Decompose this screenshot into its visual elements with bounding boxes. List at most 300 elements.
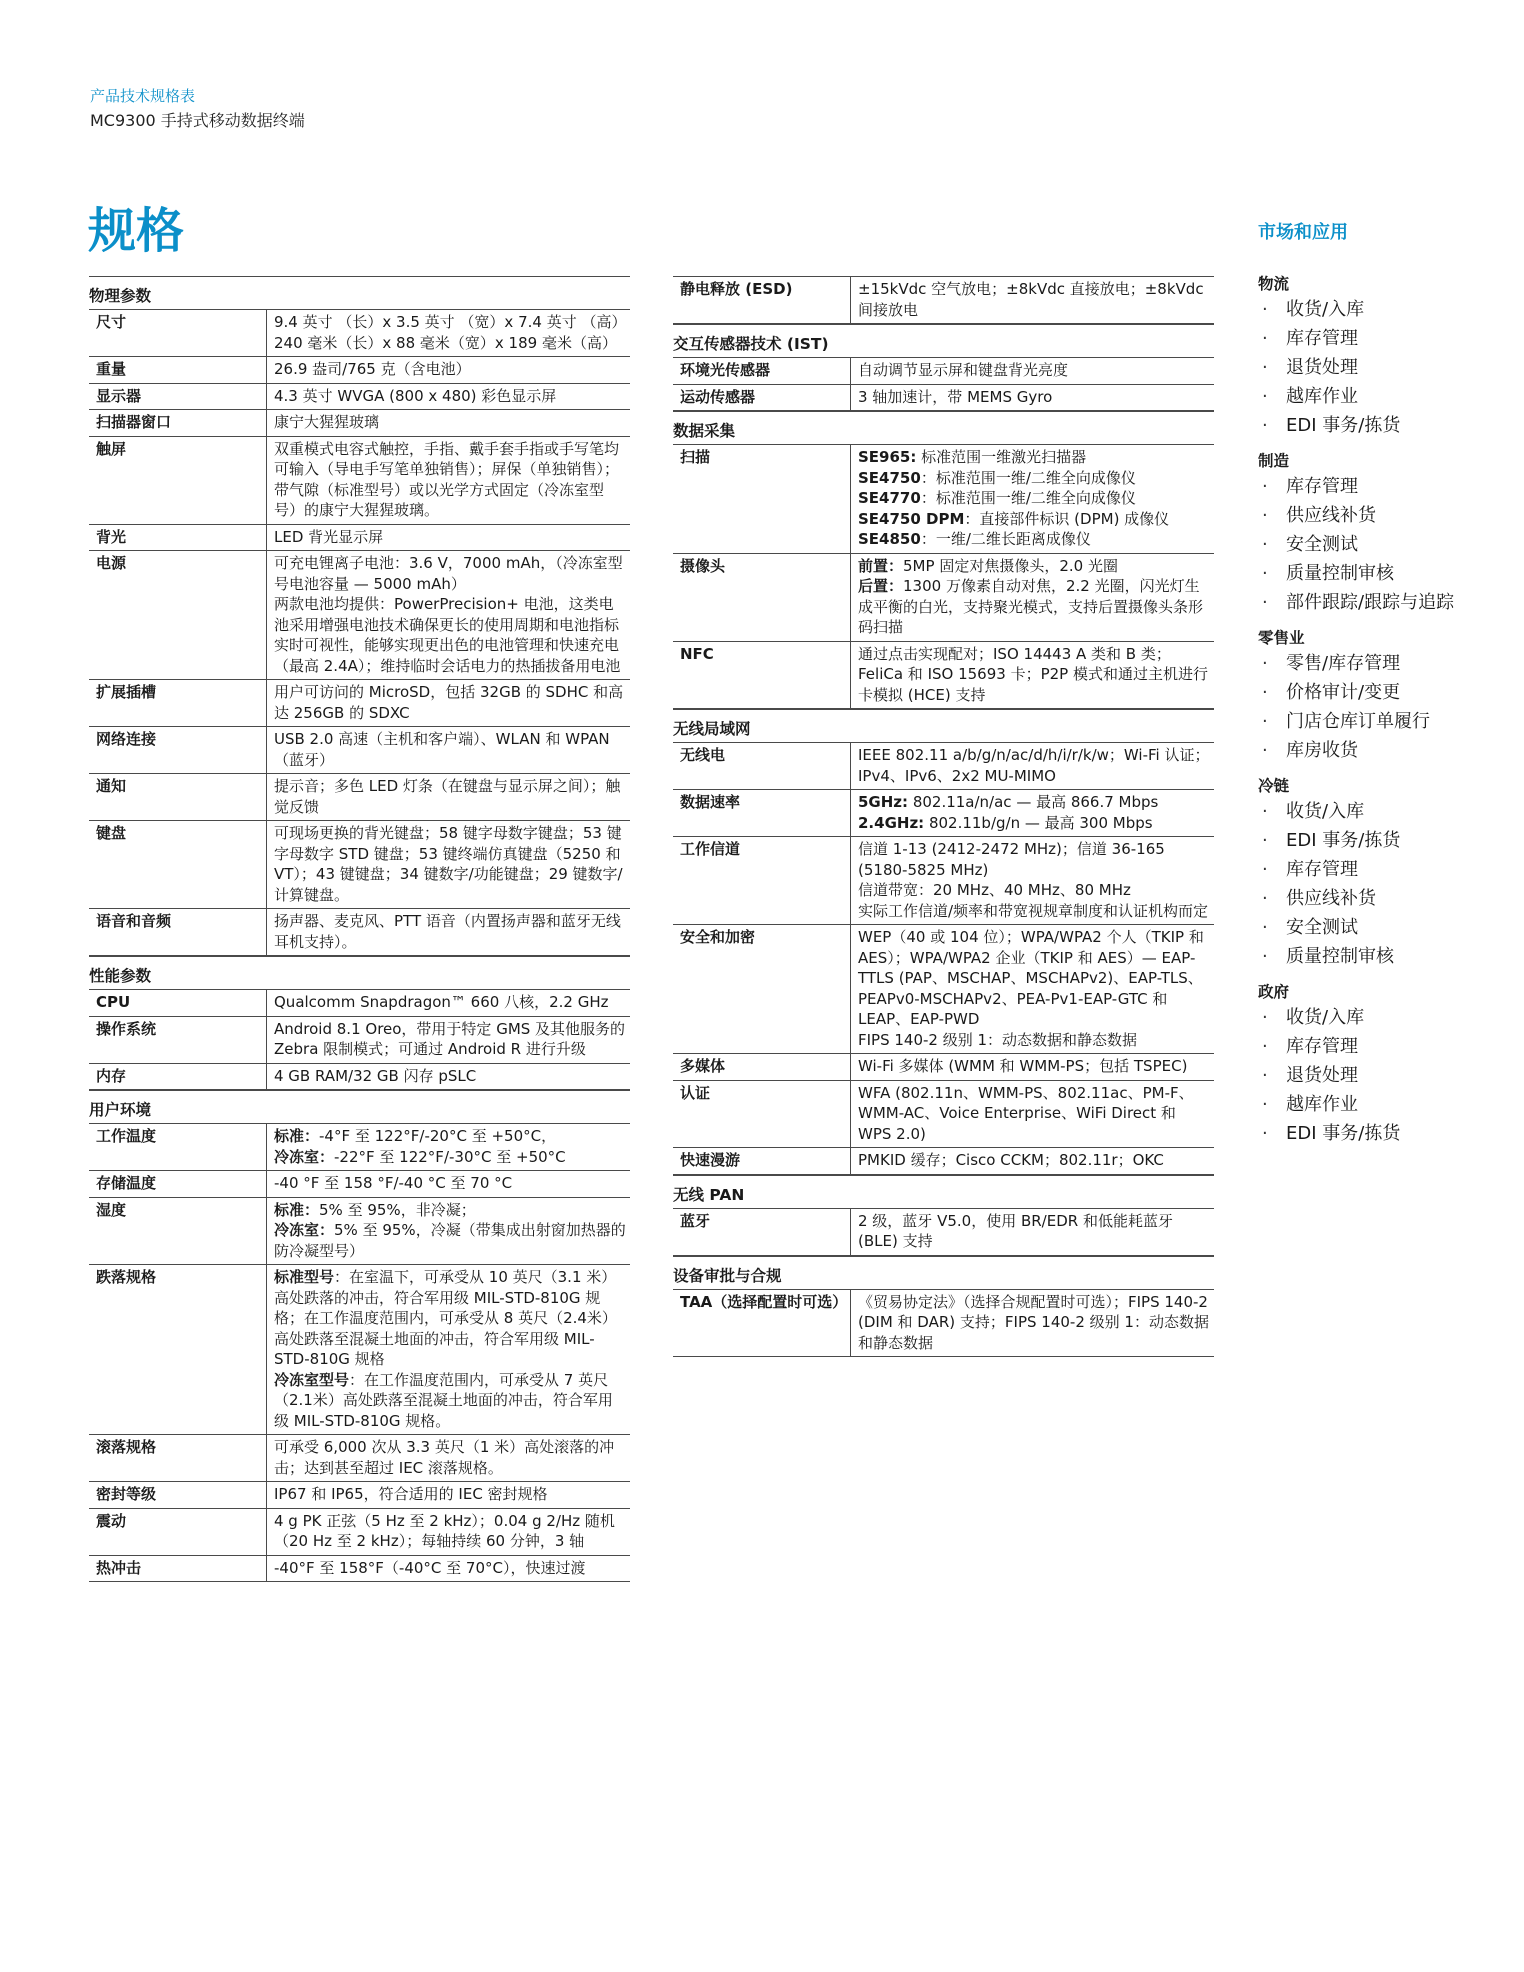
spec-value-text: 两款电池均提供：PowerPrecision+ 电池，这类电池采用增强电池技术确保更长的使用周期和电池指标实时可视性，能够实现更出色的电池管理和快速充电（最高 2.4A）；维持临时会话电力的热插拔备用电池: [274, 595, 621, 675]
spec-table: [89, 310, 630, 956]
spec-value: [267, 310, 631, 357]
spec-value-emphasis: SE965:: [858, 448, 917, 466]
spec-row: [89, 436, 630, 524]
bullet-icon: ·: [1262, 476, 1268, 497]
spec-label: 静电释放 (ESD): [673, 277, 851, 324]
spec-value-text: 9.4 英寸 （长）x 3.5 英寸 （宽）x 7.4 英寸 （高）: [274, 313, 627, 331]
spec-row: [89, 1063, 630, 1090]
spec-value-text: ：标准范围一维/二维全向成像仪: [920, 468, 1136, 487]
spec-label: 电源: [89, 551, 267, 680]
spec-label: 震动: [89, 1508, 267, 1555]
spec-value-emphasis: 后置：: [858, 577, 904, 595]
bullet-icon: ·: [1262, 357, 1268, 378]
spec-value-text: 4 GB RAM/32 GB 闪存 pSLC: [274, 1066, 477, 1085]
market-list-item: [1258, 502, 1458, 531]
spec-value-text: Android 8.1 Oreo，带用于特定 GMS 及其他服务的 Zebra 限制模式；可通过 Android R 进行升级: [274, 1019, 626, 1058]
spec-label: 运动传感器: [673, 384, 851, 411]
spec-value-line: [858, 447, 1210, 468]
spec-value-emphasis: 前置：: [858, 556, 904, 575]
product-name: MC9300 手持式移动数据终端: [90, 111, 305, 130]
spec-label: CPU: [89, 990, 267, 1016]
spec-label: 网络连接: [89, 727, 267, 774]
spec-label: 摄像头: [673, 553, 851, 641]
spec-value: [851, 1290, 1215, 1357]
spec-label: 内存: [89, 1063, 267, 1090]
spec-value-line: [274, 386, 626, 407]
market-item-label: 越库作业: [1286, 1094, 1358, 1115]
spec-value-line: [274, 1147, 626, 1168]
spec-value-emphasis: 冷冻室型号: [274, 1370, 350, 1389]
spec-row: [89, 1508, 630, 1555]
spec-value-line: [274, 1484, 626, 1505]
spec-value-text: ：一维/二维长距离成像仪: [920, 530, 1091, 548]
market-item-label: 零售/库存管理: [1286, 653, 1401, 674]
spec-value-line: [858, 813, 1210, 834]
spec-value-line: [274, 553, 626, 594]
market-list-item: [1258, 560, 1458, 589]
spec-value-text: USB 2.0 高速（主机和客户端）、WLAN 和 WPAN（蓝牙）: [274, 730, 610, 769]
spec-label: NFC: [673, 641, 851, 709]
spec-value-line: [274, 1200, 626, 1221]
spec-row: [89, 1265, 630, 1435]
spec-value-line: [274, 333, 626, 354]
spec-value: [267, 1482, 631, 1509]
spec-value-emphasis: 标准：: [274, 1127, 320, 1145]
spec-label: 认证: [673, 1080, 851, 1148]
spec-row: [89, 1197, 630, 1265]
spec-label: 扫描: [673, 445, 851, 553]
market-list-item: [1258, 1033, 1458, 1062]
bullet-icon: ·: [1262, 592, 1268, 613]
spec-value-text: ：标准范围一维/二维全向成像仪: [920, 489, 1136, 507]
spec-label: 触屏: [89, 436, 267, 524]
spec-value: [267, 383, 631, 410]
spec-label: 快速漫游: [673, 1148, 851, 1175]
market-item-label: 库存管理: [1286, 328, 1358, 349]
spec-column-middle: [673, 276, 1214, 1357]
market-category-heading: 制造: [1258, 452, 1290, 470]
market-item-label: 价格审计/变更: [1286, 682, 1401, 703]
market-item-label: 库房收货: [1286, 740, 1358, 761]
spec-label: 扫描器窗口: [89, 410, 267, 437]
market-category-list: [1258, 473, 1458, 618]
bullet-icon: ·: [1262, 801, 1268, 822]
market-list-item: [1258, 885, 1458, 914]
spec-row: [89, 774, 630, 821]
spec-row: [673, 1054, 1214, 1081]
spec-value-emphasis: SE4770: [858, 489, 921, 507]
spec-value-line: [858, 1056, 1210, 1077]
spec-value-text: -40 °F 至 158 °F/-40 °C 至 70 °C: [274, 1174, 513, 1192]
spec-value-emphasis: SE4750: [858, 468, 921, 487]
spec-value-text: Qualcomm Snapdragon™ 660 八核，2.2 GHz: [274, 993, 609, 1011]
spec-row: [89, 310, 630, 357]
spec-value-line: [274, 1370, 626, 1432]
market-list-item: [1258, 354, 1458, 383]
spec-row: [89, 680, 630, 727]
spec-table: [673, 743, 1214, 1175]
spec-value-line: [274, 729, 626, 770]
market-item-label: 门店仓库订单履行: [1286, 711, 1430, 732]
bullet-icon: ·: [1262, 740, 1268, 761]
section-heading: 用户环境: [89, 1090, 630, 1124]
spec-value-line: [858, 927, 1210, 1030]
spec-value-emphasis: 冷冻室：: [274, 1221, 335, 1239]
spec-table: [673, 277, 1214, 324]
spec-label: 环境光传感器: [673, 358, 851, 384]
spec-value-text: 可现场更换的背光键盘；58 键字母数字键盘；53 键字母数字 STD 键盘；53 键终端仿真键盘（5250 和 VT）；43 键键盘；34 键数字/功能键盘；29 键数字/计算键盘。: [274, 824, 623, 904]
spec-section: [89, 1090, 630, 1582]
spec-value-text: 5MP 固定对焦摄像头，2.0 光圈: [903, 556, 1118, 575]
page-title: 规格: [88, 203, 185, 259]
spec-value: [267, 1016, 631, 1063]
spec-value-line: [274, 527, 626, 548]
spec-value-line: [274, 412, 626, 433]
spec-value: [267, 727, 631, 774]
spec-value: [851, 1209, 1215, 1256]
bullet-icon: ·: [1262, 888, 1268, 909]
spec-row: [673, 790, 1214, 837]
spec-table: [673, 1209, 1214, 1256]
spec-value: [267, 1508, 631, 1555]
spec-label: 存储温度: [89, 1171, 267, 1198]
spec-value-text: WFA (802.11n、WMM-PS、802.11ac、PM-F、WMM-AC、Voice Enterprise、WiFi Direct 和 WPS 2.0): [858, 1083, 1194, 1143]
spec-label: 无线电: [673, 743, 851, 790]
market-list-item: [1258, 1062, 1458, 1091]
spec-row: [673, 553, 1214, 641]
bullet-icon: ·: [1262, 830, 1268, 851]
spec-value: [267, 1063, 631, 1090]
spec-value-text: 802.11b/g/n — 最高 300 Mbps: [924, 813, 1153, 832]
spec-value-line: [858, 1150, 1210, 1171]
market-item-label: 退货处理: [1286, 357, 1358, 378]
spec-value: [851, 837, 1215, 925]
spec-value: [851, 445, 1215, 553]
spec-value-line: [274, 1437, 626, 1478]
spec-label: 安全和加密: [673, 925, 851, 1054]
spec-value: [267, 909, 631, 956]
spec-row: [673, 641, 1214, 709]
spec-value-line: [274, 359, 626, 380]
spec-row: [89, 410, 630, 437]
market-item-label: 库存管理: [1286, 476, 1358, 497]
spec-value-line: [274, 1220, 626, 1261]
spec-value: [267, 1197, 631, 1265]
spec-label: 工作信道: [673, 837, 851, 925]
spec-value-text: ：在工作温度范围内，可承受从 7 英尺（2.1米）高处跌落至混凝土地面的冲击，符合军用级 MIL-STD-810G 规格。: [274, 1370, 613, 1430]
spec-row: [673, 837, 1214, 925]
doc-type-label: 产品技术规格表: [90, 87, 196, 105]
spec-value-line: [858, 901, 1210, 922]
bullet-icon: ·: [1262, 1007, 1268, 1028]
spec-row: [89, 551, 630, 680]
spec-value-text: 自动调节显示屏和键盘背光亮度: [858, 361, 1069, 379]
spec-value-emphasis: 5GHz:: [858, 793, 909, 811]
spec-row: [89, 524, 630, 551]
spec-label: 密封等级: [89, 1482, 267, 1509]
markets-list: [1258, 272, 1458, 1149]
spec-value: [267, 1171, 631, 1198]
spec-table: [89, 990, 630, 1090]
bullet-icon: ·: [1262, 682, 1268, 703]
spec-column-left: [89, 276, 630, 1582]
spec-value-emphasis: SE4750 DPM: [858, 509, 965, 528]
spec-value-line: [274, 1019, 626, 1060]
spec-value: [267, 1265, 631, 1435]
spec-value-line: [274, 1511, 626, 1552]
spec-value-line: [274, 911, 626, 952]
spec-value-line: [274, 823, 626, 905]
market-item-label: EDI 事务/拣货: [1286, 830, 1401, 851]
spec-row: [89, 727, 630, 774]
spec-label: 工作温度: [89, 1124, 267, 1171]
bullet-icon: ·: [1262, 386, 1268, 407]
spec-label: 滚落规格: [89, 1435, 267, 1482]
market-list-item: [1258, 827, 1458, 856]
market-item-label: 质量控制审核: [1286, 946, 1394, 967]
spec-row: [89, 990, 630, 1016]
spec-row: [89, 383, 630, 410]
bullet-icon: ·: [1262, 505, 1268, 526]
spec-value: [851, 1080, 1215, 1148]
section-heading: 无线 PAN: [673, 1175, 1214, 1209]
spec-value-text: 4 g PK 正弦（5 Hz 至 2 kHz）；0.04 g 2/Hz 随机（20 Hz 至 2 kHz）；每轴持续 60 分钟，3 轴: [274, 1511, 615, 1550]
spec-value-text: PMKID 缓存；Cisco CCKM；802.11r；OKC: [858, 1151, 1164, 1169]
spec-row: [673, 743, 1214, 790]
spec-value-emphasis: 标准：: [274, 1200, 320, 1219]
spec-label: 通知: [89, 774, 267, 821]
spec-value-text: -22°F 至 122°F/-30°C 至 +50°C: [334, 1147, 566, 1166]
market-list-item: [1258, 798, 1458, 827]
bullet-icon: ·: [1262, 1094, 1268, 1115]
spec-section: [673, 1175, 1214, 1256]
spec-value-emphasis: 2.4GHz:: [858, 813, 925, 832]
bullet-icon: ·: [1262, 415, 1268, 436]
spec-value-text: ：直接部件标识 (DPM) 成像仪: [964, 509, 1170, 528]
spec-value-line: [274, 682, 626, 723]
spec-value: [851, 925, 1215, 1054]
market-category-heading: 物流: [1258, 275, 1290, 293]
spec-label: 尺寸: [89, 310, 267, 357]
spec-value-text: 标准范围一维激光扫描器: [916, 448, 1087, 466]
spec-label: 重量: [89, 357, 267, 384]
spec-label: 显示器: [89, 383, 267, 410]
spec-value: [267, 774, 631, 821]
spec-row: [673, 384, 1214, 411]
spec-value-line: [858, 576, 1210, 638]
market-list-item: [1258, 856, 1458, 885]
spec-value-line: [274, 992, 626, 1013]
spec-value-line: [274, 439, 626, 521]
spec-value-line: [274, 1267, 626, 1370]
spec-section: [673, 411, 1214, 709]
spec-row: [89, 909, 630, 956]
market-item-label: 供应线补货: [1286, 505, 1376, 526]
spec-value: [851, 1148, 1215, 1175]
spec-value-line: [858, 1292, 1210, 1354]
spec-value-text: 双重模式电容式触控，手指、戴手套手指或手写笔均可输入（导电手写笔单独销售）；屏保（单独销售）；带气隙（标准型号）或以光学方式固定（冷冻室型号）的康宁大猩猩玻璃。: [274, 439, 620, 519]
spec-row: [673, 1290, 1214, 1357]
spec-value-line: [274, 312, 626, 333]
market-item-label: 质量控制审核: [1286, 563, 1394, 584]
bullet-icon: ·: [1262, 534, 1268, 555]
spec-value-text: 26.9 盎司/765 克（含电池）: [274, 360, 471, 378]
spec-label: 数据速率: [673, 790, 851, 837]
market-category-list: [1258, 798, 1458, 972]
markets-panel: [1258, 218, 1458, 1155]
spec-value-text: 《贸易协定法》（选择合规配置时可选）；FIPS 140-2 (DIM 和 DAR) 支持；FIPS 140-2 级别 1：动态数据和静态数据: [858, 1292, 1209, 1352]
market-item-label: 退货处理: [1286, 1065, 1358, 1086]
spec-value-text: 通过点击实现配对；ISO 14443 A 类和 B 类；FeliCa 和 ISO 15693 卡；P2P 模式和通过主机进行卡模拟 (HCE) 支持: [858, 644, 1208, 704]
market-list-item: [1258, 296, 1458, 325]
spec-value-line: [858, 880, 1210, 901]
market-list-item: [1258, 1091, 1458, 1120]
spec-section: [673, 709, 1214, 1175]
spec-label: 扩展插槽: [89, 680, 267, 727]
spec-row: [673, 925, 1214, 1054]
market-list-item: [1258, 943, 1458, 972]
bullet-icon: ·: [1262, 328, 1268, 349]
section-heading: 物理参数: [89, 276, 630, 310]
spec-value: [267, 436, 631, 524]
spec-value-text: 3 轴加速计，带 MEMS Gyro: [858, 387, 1053, 406]
market-item-label: 供应线补货: [1286, 888, 1376, 909]
spec-value-line: [858, 792, 1210, 813]
spec-value-line: [274, 1066, 626, 1087]
spec-value-text: 信道带宽：20 MHz、40 MHz、80 MHz: [858, 881, 1131, 899]
spec-value-text: -4°F 至 122°F/-20°C 至 +50°C，: [319, 1127, 557, 1145]
spec-value-line: [858, 488, 1210, 509]
spec-table: [673, 358, 1214, 411]
market-item-label: 库存管理: [1286, 1036, 1358, 1057]
market-list-item: [1258, 650, 1458, 679]
spec-value-text: 802.11a/n/ac — 最高 866.7 Mbps: [908, 793, 1159, 811]
spec-value-text: 实际工作信道/频率和带宽视规章制度和认证机构而定: [858, 901, 1209, 920]
market-category-heading: 政府: [1258, 983, 1290, 1001]
spec-value: [267, 990, 631, 1016]
market-category-list: [1258, 650, 1458, 766]
spec-label: 热冲击: [89, 1555, 267, 1582]
spec-value-text: -40°F 至 158°F（-40°C 至 70°C），快速过渡: [274, 1558, 586, 1577]
spec-section: [673, 324, 1214, 411]
spec-value-line: [858, 839, 1210, 880]
bullet-icon: ·: [1262, 711, 1268, 732]
spec-value: [267, 551, 631, 680]
bullet-icon: ·: [1262, 1036, 1268, 1057]
bullet-icon: ·: [1262, 1065, 1268, 1086]
market-category-list: [1258, 296, 1458, 441]
bullet-icon: ·: [1262, 917, 1268, 938]
spec-value-text: 2 级，蓝牙 V5.0，使用 BR/EDR 和低能耗蓝牙 (BLE) 支持: [858, 1211, 1173, 1250]
market-list-item: [1258, 1120, 1458, 1149]
spec-row: [673, 1209, 1214, 1256]
bullet-icon: ·: [1262, 653, 1268, 674]
spec-value: [851, 277, 1215, 324]
spec-label: 背光: [89, 524, 267, 551]
spec-section: [89, 276, 630, 956]
spec-value-line: [858, 1211, 1210, 1252]
market-item-label: 越库作业: [1286, 386, 1358, 407]
spec-value-text: 用户可访问的 MicroSD，包括 32GB 的 SDHC 和高达 256GB 的 SDXC: [274, 683, 624, 722]
market-list-item: [1258, 412, 1458, 441]
spec-value-line: [858, 468, 1210, 489]
market-list-item: [1258, 383, 1458, 412]
spec-row: [89, 1555, 630, 1582]
spec-value-line: [274, 1126, 626, 1147]
spec-row: [89, 357, 630, 384]
spec-value-line: [274, 776, 626, 817]
bullet-icon: ·: [1262, 563, 1268, 584]
spec-row: [89, 1171, 630, 1198]
spec-value-text: ±15kVdc 空气放电；±8kVdc 直接放电；±8kVdc 间接放电: [858, 280, 1204, 319]
bullet-icon: ·: [1262, 859, 1268, 880]
market-list-item: [1258, 531, 1458, 560]
spec-value-text: 5% 至 95%，冷凝（带集成出射窗加热器的防冷凝型号）: [274, 1221, 626, 1260]
spec-value: [851, 553, 1215, 641]
spec-value-line: [274, 594, 626, 676]
spec-section: [673, 1256, 1214, 1358]
markets-title: 市场和应用: [1258, 222, 1348, 243]
market-list-item: [1258, 325, 1458, 354]
spec-label: 蓝牙: [673, 1209, 851, 1256]
spec-row: [673, 1080, 1214, 1148]
spec-row: [89, 1124, 630, 1171]
market-list-item: [1258, 679, 1458, 708]
spec-table: [673, 1290, 1214, 1358]
spec-value-line: [858, 644, 1210, 706]
spec-section: [89, 956, 630, 1090]
spec-row: [673, 1148, 1214, 1175]
spec-section: [673, 276, 1214, 324]
spec-table: [89, 1124, 630, 1582]
spec-value: [851, 358, 1215, 384]
market-list-item: [1258, 914, 1458, 943]
spec-label: 操作系统: [89, 1016, 267, 1063]
spec-value-line: [858, 279, 1210, 320]
spec-value-emphasis: 标准型号: [274, 1268, 335, 1286]
spec-value-text: WEP（40 或 104 位）；WPA/WPA2 个人（TKIP 和 AES）；WPA/WPA2 企业（TKIP 和 AES）— EAP-TTLS (PAP、MSCHAP、MSCHAPv2)、EAP-TLS、PEAPv0-MSCHAPv2、PEA-Pv1-EAP-GTC 和 LEAP、EAP-PWD: [858, 928, 1204, 1028]
spec-value: [267, 357, 631, 384]
spec-value-line: [858, 556, 1210, 577]
market-item-label: 收货/入库: [1286, 1007, 1365, 1028]
spec-value-emphasis: 冷冻室：: [274, 1147, 335, 1166]
section-heading: 交互传感器技术 (IST): [673, 324, 1214, 358]
section-heading: 无线局域网: [673, 709, 1214, 743]
spec-label: 跌落规格: [89, 1265, 267, 1435]
spec-value-text: 可承受 6,000 次从 3.3 英尺（1 米）高处滚落的冲击；达到甚至超过 IEC 滚落规格。: [274, 1438, 615, 1477]
spec-value-text: 提示音；多色 LED 灯条（在键盘与显示屏之间）；触觉反馈: [274, 777, 621, 816]
market-item-label: 安全测试: [1286, 534, 1358, 555]
spec-value-emphasis: SE4850: [858, 530, 921, 548]
market-list-item: [1258, 1004, 1458, 1033]
market-list-item: [1258, 473, 1458, 502]
spec-value-text: 5% 至 95%，非冷凝；: [319, 1200, 476, 1219]
bullet-icon: ·: [1262, 946, 1268, 967]
spec-table: [673, 445, 1214, 709]
market-item-label: 收货/入库: [1286, 299, 1365, 320]
spec-row: [89, 1482, 630, 1509]
spec-row: [89, 1016, 630, 1063]
spec-label: TAA（选择配置时可选）: [673, 1290, 851, 1357]
spec-value-text: FIPS 140-2 级别 1：动态数据和静态数据: [858, 1030, 1138, 1049]
spec-value-text: 扬声器、麦克风、PTT 语音（内置扬声器和蓝牙无线耳机支持）。: [274, 912, 621, 951]
market-category-list: [1258, 1004, 1458, 1149]
spec-row: [89, 821, 630, 909]
spec-value-line: [858, 745, 1210, 786]
spec-value-text: IP67 和 IP65，符合适用的 IEC 密封规格: [274, 1485, 548, 1503]
spec-value: [851, 1054, 1215, 1081]
spec-row: [673, 358, 1214, 384]
